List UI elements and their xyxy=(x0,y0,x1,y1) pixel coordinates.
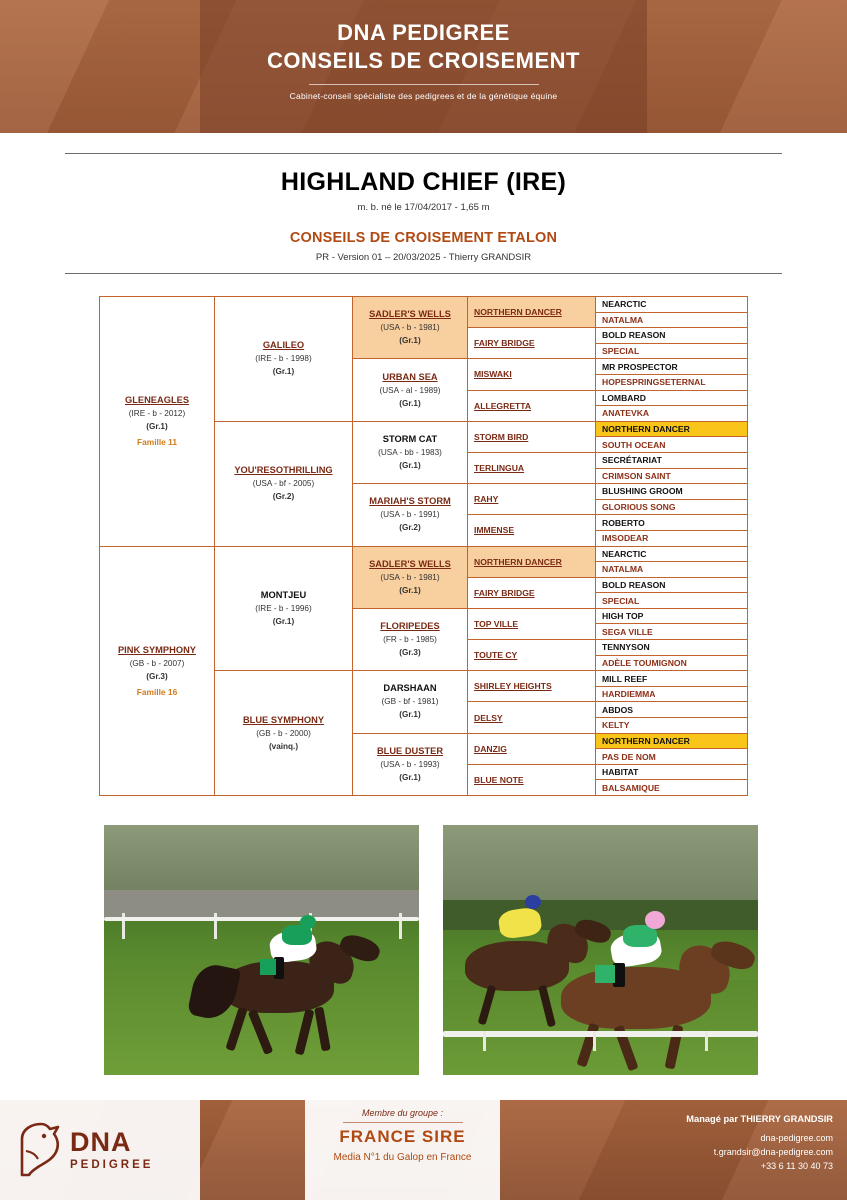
gen5-cell-24 xyxy=(596,671,748,687)
gen3-meta-6: (GB - bf - 1981) xyxy=(381,697,439,707)
gen4-cell-14 xyxy=(468,733,596,764)
gen4-name-5: TERLINGUA xyxy=(474,463,525,474)
header-subtitle: Cabinet-conseil spécialiste des pedigrees et de la génétique équine xyxy=(289,91,558,101)
gen3-grade-6: (Gr.1) xyxy=(399,710,421,720)
gen4-name-0: NORTHERN DANCER xyxy=(474,307,562,318)
gen3-cell-7 xyxy=(353,733,468,795)
footer-group-label: Membre du groupe : xyxy=(361,1108,444,1118)
gen5-name-20: HIGH TOP xyxy=(602,611,644,622)
gen3-cell-4 xyxy=(353,546,468,608)
gen5-name-21: SEGA VILLE xyxy=(602,626,653,637)
gen3-meta-7: (USA - b - 1993) xyxy=(380,759,440,769)
photo-right xyxy=(443,825,758,1075)
horse-details: m. b. né le 17/04/2017 - 1,65 m xyxy=(357,202,490,213)
gen3-cell-2 xyxy=(353,421,468,483)
gen2-name-2: MONTJEU xyxy=(260,589,307,600)
sire-name: GLENEAGLES xyxy=(124,395,190,406)
gen5-name-6: LOMBARD xyxy=(602,392,646,403)
gen4-name-4: STORM BIRD xyxy=(474,431,529,442)
gen3-name-5: FLORIPEDES xyxy=(380,621,440,632)
footer-website[interactable]: dna-pedigree.com xyxy=(760,1133,833,1143)
gen5-cell-23 xyxy=(596,655,748,671)
gen5-name-12: BLUSHING GROOM xyxy=(602,486,683,497)
gen5-cell-21 xyxy=(596,624,748,640)
gen4-name-2: MISWAKI xyxy=(474,369,512,380)
header-divider xyxy=(309,84,539,85)
version-line: PR - Version 01 – 20/03/2025 - Thierry GRANDSIR xyxy=(315,252,532,263)
gen4-cell-2 xyxy=(468,359,596,390)
gen2-name-3: BLUE SYMPHONY xyxy=(242,714,325,725)
gen5-name-7: ANATEVKA xyxy=(602,408,650,419)
gen4-cell-5 xyxy=(468,452,596,483)
gen5-cell-27 xyxy=(596,718,748,734)
gen2-cell-3 xyxy=(215,671,353,796)
gen5-name-19: SPECIAL xyxy=(602,595,640,606)
gen3-name-1: URBAN SEA xyxy=(382,371,438,382)
photo-gallery xyxy=(0,820,847,1080)
gen4-name-6: RAHY xyxy=(474,494,499,505)
footer-phone[interactable]: +33 6 11 30 40 73 xyxy=(760,1161,833,1171)
gen3-name-2: STORM CAT xyxy=(382,433,438,444)
gen5-cell-29 xyxy=(596,749,748,765)
footer-group-tagline: Media N°1 du Galop en France xyxy=(333,1152,472,1163)
gen5-name-27: KELTY xyxy=(602,720,630,731)
gen5-cell-9 xyxy=(596,437,748,453)
gen5-name-26: ABDOS xyxy=(602,704,634,715)
gen5-cell-4 xyxy=(596,359,748,375)
gen3-cell-0 xyxy=(353,297,468,359)
gen3-meta-3: (USA - b - 1991) xyxy=(380,510,440,520)
footer-group-divider xyxy=(343,1122,463,1123)
gen4-name-11: TOUTE CY xyxy=(474,650,518,661)
gen4-cell-3 xyxy=(468,390,596,421)
gen2-cell-0 xyxy=(215,297,353,422)
gen2-meta-1: (USA - bf - 2005) xyxy=(252,479,315,489)
gen5-cell-13 xyxy=(596,499,748,515)
gen5-cell-16 xyxy=(596,546,748,562)
gen3-meta-0: (USA - b - 1981) xyxy=(380,323,440,333)
gen4-cell-1 xyxy=(468,328,596,359)
gen4-name-10: TOP VILLE xyxy=(474,618,519,629)
gen5-cell-14 xyxy=(596,515,748,531)
title-block xyxy=(65,154,782,273)
gen4-cell-0 xyxy=(468,297,596,328)
gen5-name-24: MILL REEF xyxy=(602,673,648,684)
gen4-name-14: DANZIG xyxy=(474,743,507,754)
dam-family: Famille 16 xyxy=(136,686,178,697)
gen5-name-22: TENNYSON xyxy=(602,642,650,653)
gen5-name-28: NORTHERN DANCER xyxy=(602,735,690,746)
gen5-name-29: PAS DE NOM xyxy=(602,751,656,762)
gen5-cell-30 xyxy=(596,764,748,780)
gen3-grade-1: (Gr.1) xyxy=(399,398,421,408)
gen4-name-3: ALLEGRETTA xyxy=(474,400,532,411)
gen5-name-15: IMSODEAR xyxy=(602,533,649,544)
gen5-name-0: NEARCTIC xyxy=(602,299,647,310)
dam-meta: (GB - b - 2007) xyxy=(129,658,185,668)
gen5-name-2: BOLD REASON xyxy=(602,330,666,341)
gen3-cell-1 xyxy=(353,359,468,421)
footer-email[interactable]: t.grandsir@dna-pedigree.com xyxy=(713,1147,833,1157)
gen5-cell-0 xyxy=(596,297,748,313)
gen5-name-30: HABITAT xyxy=(602,767,639,778)
gen5-name-31: BALSAMIQUE xyxy=(602,782,660,793)
gen5-name-14: ROBERTO xyxy=(602,517,645,528)
gen4-cell-15 xyxy=(468,764,596,795)
gen3-meta-2: (USA - bb - 1983) xyxy=(378,447,442,457)
pedigree-table xyxy=(99,296,748,796)
table-row xyxy=(100,546,748,562)
gen5-cell-11 xyxy=(596,468,748,484)
footer-logo-sub: PEDIGREE xyxy=(70,1158,154,1171)
gen2-name-1: YOU'RESOTHRILLING xyxy=(234,465,333,476)
gen5-cell-6 xyxy=(596,390,748,406)
gen3-cell-3 xyxy=(353,484,468,546)
gen3-cell-5 xyxy=(353,608,468,670)
sire-cell xyxy=(100,297,215,547)
gen2-grade-2: (Gr.1) xyxy=(272,616,295,626)
page-footer xyxy=(0,1100,847,1200)
gen3-name-7: BLUE DUSTER xyxy=(376,745,444,756)
gen4-cell-11 xyxy=(468,640,596,671)
header-title-line1: DNA PEDIGREE xyxy=(337,20,510,45)
gen5-name-17: NATALMA xyxy=(602,564,644,575)
gen5-name-3: SPECIAL xyxy=(602,346,640,357)
gen4-name-9: FAIRY BRIDGE xyxy=(474,587,535,598)
gen5-cell-5 xyxy=(596,374,748,390)
page-title: HIGHLAND CHIEF (IRE) xyxy=(280,168,567,196)
gen2-grade-1: (Gr.2) xyxy=(272,492,295,502)
dam-cell xyxy=(100,546,215,796)
gen3-name-0: SADLER'S WELLS xyxy=(369,309,451,320)
gen3-name-4: SADLER'S WELLS xyxy=(369,558,451,569)
gen3-grade-4: (Gr.1) xyxy=(399,585,421,595)
gen4-cell-13 xyxy=(468,702,596,733)
gen5-cell-26 xyxy=(596,702,748,718)
gen5-cell-1 xyxy=(596,312,748,328)
gen5-name-9: SOUTH OCEAN xyxy=(602,439,666,450)
gen3-meta-5: (FR - b - 1985) xyxy=(383,635,437,645)
gen5-name-16: NEARCTIC xyxy=(602,548,647,559)
gen5-name-10: SECRÉTARIAT xyxy=(602,455,662,466)
gen4-name-13: DELSY xyxy=(474,712,503,723)
gen5-name-13: GLORIOUS SONG xyxy=(602,502,676,513)
gen3-grade-0: (Gr.1) xyxy=(399,336,421,346)
gen5-name-1: NATALMA xyxy=(602,314,644,325)
gen3-name-6: DARSHAAN xyxy=(383,683,437,694)
header-title-line2: CONSEILS DE CROISEMENT xyxy=(267,48,580,73)
gen2-cell-2 xyxy=(215,546,353,671)
footer-logo-main: DNA xyxy=(70,1126,132,1157)
gen2-grade-3: (vainq.) xyxy=(268,741,299,751)
section-title: CONSEILS DE CROISEMENT ETALON xyxy=(289,230,558,246)
gen4-cell-10 xyxy=(468,608,596,639)
photo-left xyxy=(104,825,419,1075)
gen3-grade-5: (Gr.3) xyxy=(399,648,421,658)
gen5-cell-22 xyxy=(596,640,748,656)
gen5-cell-17 xyxy=(596,562,748,578)
gen3-cell-6 xyxy=(353,671,468,733)
dam-name: PINK SYMPHONY xyxy=(117,644,196,655)
gen4-cell-4 xyxy=(468,421,596,452)
gen5-name-8: NORTHERN DANCER xyxy=(602,424,690,435)
footer-group-name: FRANCE SIRE xyxy=(339,1127,466,1146)
gen4-cell-6 xyxy=(468,484,596,515)
gen2-meta-3: (GB - b - 2000) xyxy=(256,728,311,738)
title-rule-bottom xyxy=(65,273,782,274)
gen5-cell-20 xyxy=(596,608,748,624)
gen5-name-25: HARDIEMMA xyxy=(602,689,656,700)
gen3-meta-1: (USA - al - 1989) xyxy=(379,385,441,395)
gen4-name-12: SHIRLEY HEIGHTS xyxy=(474,681,552,692)
gen3-name-3: MARIAH'S STORM xyxy=(369,496,451,507)
gen5-cell-12 xyxy=(596,484,748,500)
gen5-cell-7 xyxy=(596,406,748,422)
gen5-name-23: ADÈLE TOUMIGNON xyxy=(602,657,687,668)
gen4-cell-12 xyxy=(468,671,596,702)
dam-grade: (Gr.3) xyxy=(146,671,168,681)
gen4-name-7: IMMENSE xyxy=(474,525,515,536)
footer-logo xyxy=(0,1100,200,1200)
sire-meta: (IRE - b - 2012) xyxy=(128,409,186,419)
gen4-name-15: BLUE NOTE xyxy=(474,774,524,785)
gen4-cell-7 xyxy=(468,515,596,546)
sire-family: Famille 11 xyxy=(136,437,178,448)
gen4-cell-9 xyxy=(468,577,596,608)
gen2-grade-0: (Gr.1) xyxy=(272,367,295,377)
footer-managed-by: Managé par THIERRY GRANDSIR xyxy=(686,1114,833,1124)
gen5-name-11: CRIMSON SAINT xyxy=(602,470,671,481)
gen5-cell-2 xyxy=(596,328,748,344)
gen4-name-1: FAIRY BRIDGE xyxy=(474,338,535,349)
table-row xyxy=(100,297,748,313)
gen5-cell-19 xyxy=(596,593,748,609)
gen2-meta-0: (IRE - b - 1998) xyxy=(255,354,312,364)
gen5-cell-18 xyxy=(596,577,748,593)
gen5-cell-25 xyxy=(596,686,748,702)
gen3-grade-3: (Gr.2) xyxy=(399,523,421,533)
gen5-name-18: BOLD REASON xyxy=(602,579,666,590)
gen5-cell-15 xyxy=(596,530,748,546)
gen3-meta-4: (USA - b - 1981) xyxy=(380,572,440,582)
footer-contact xyxy=(603,1114,833,1173)
gen5-cell-3 xyxy=(596,343,748,359)
gen5-name-5: HOPESPRINGSETERNAL xyxy=(602,377,706,388)
gen5-name-4: MR PROSPECTOR xyxy=(602,361,678,372)
gen5-cell-28 xyxy=(596,733,748,749)
sire-grade: (Gr.1) xyxy=(146,422,168,432)
gen4-cell-8 xyxy=(468,546,596,577)
gen5-cell-8 xyxy=(596,421,748,437)
gen5-cell-31 xyxy=(596,780,748,796)
gen2-meta-2: (IRE - b - 1996) xyxy=(255,603,312,613)
page-header xyxy=(0,0,847,133)
document-body xyxy=(0,133,847,796)
gen5-cell-10 xyxy=(596,452,748,468)
horse-head-icon xyxy=(14,1121,64,1179)
footer-group-block xyxy=(305,1100,500,1200)
gen3-grade-7: (Gr.1) xyxy=(399,772,421,782)
gen4-name-8: NORTHERN DANCER xyxy=(474,556,562,567)
gen3-grade-2: (Gr.1) xyxy=(399,460,421,470)
gen2-name-0: GALILEO xyxy=(262,340,305,351)
gen2-cell-1 xyxy=(215,421,353,546)
